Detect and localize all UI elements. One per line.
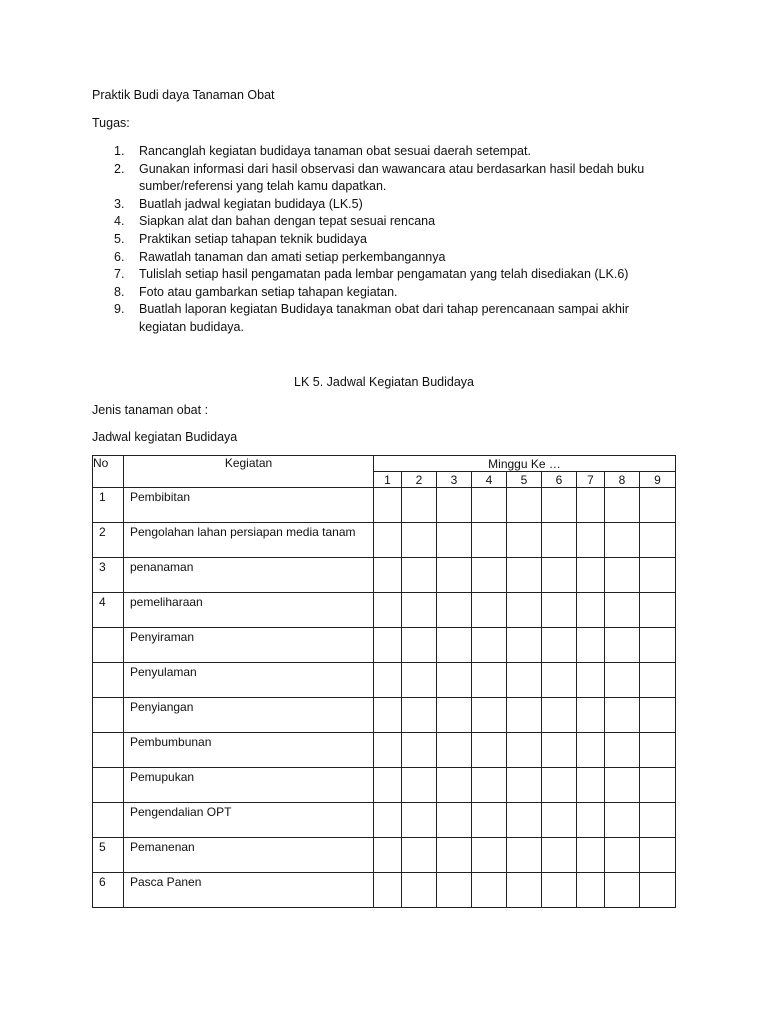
task-text: Gunakan informasi dari hasil observasi dan wawancara atau berdasarkan hasil bedah buku sumber/referensi yang telah kamu dapatkan. bbox=[139, 161, 645, 194]
week-cell bbox=[402, 803, 437, 838]
week-cell bbox=[640, 873, 676, 908]
week-cell bbox=[472, 733, 507, 768]
week-cell bbox=[507, 838, 542, 873]
task-item bbox=[92, 301, 672, 336]
week-cell bbox=[577, 733, 605, 768]
week-cell bbox=[577, 488, 605, 523]
week-cell bbox=[437, 873, 472, 908]
activity-name: Pengendalian OPT bbox=[124, 803, 374, 838]
row-number: 3 bbox=[93, 558, 124, 593]
week-cell bbox=[437, 593, 472, 628]
week-cell bbox=[507, 768, 542, 803]
week-cell bbox=[472, 803, 507, 838]
week-cell bbox=[542, 768, 577, 803]
week-cell bbox=[402, 593, 437, 628]
activity-name: Pembumbunan bbox=[124, 733, 374, 768]
task-number: 3. bbox=[114, 196, 125, 211]
row-number: 1 bbox=[93, 488, 124, 523]
week-cell bbox=[472, 593, 507, 628]
week-cell bbox=[577, 593, 605, 628]
week-cell bbox=[605, 873, 640, 908]
task-number: 2. bbox=[114, 161, 125, 176]
week-cell bbox=[605, 733, 640, 768]
week-cell bbox=[640, 488, 676, 523]
task-number: 5. bbox=[114, 231, 125, 246]
week-cell bbox=[577, 803, 605, 838]
week-cell bbox=[605, 698, 640, 733]
table-row bbox=[93, 523, 676, 558]
week-cell bbox=[374, 558, 402, 593]
week-cell bbox=[507, 488, 542, 523]
week-cell bbox=[605, 768, 640, 803]
header-kegiatan: Kegiatan bbox=[124, 456, 374, 488]
header-no: No bbox=[93, 456, 124, 488]
task-text: Rawatlah tanaman dan amati setiap perkembangannya bbox=[139, 249, 446, 264]
row-number: 5 bbox=[93, 838, 124, 873]
header-minggu: Minggu Ke … bbox=[374, 456, 676, 472]
week-number-header: 7 bbox=[577, 472, 605, 488]
week-cell bbox=[640, 768, 676, 803]
row-number bbox=[93, 663, 124, 698]
week-number-header: 2 bbox=[402, 472, 437, 488]
week-cell bbox=[542, 628, 577, 663]
schedule-table bbox=[92, 455, 676, 908]
week-cell bbox=[507, 593, 542, 628]
week-cell bbox=[605, 558, 640, 593]
week-cell bbox=[577, 663, 605, 698]
table-row bbox=[93, 733, 676, 768]
week-cell bbox=[374, 873, 402, 908]
week-cell bbox=[542, 873, 577, 908]
table-row bbox=[93, 873, 676, 908]
task-item bbox=[92, 249, 672, 267]
week-cell bbox=[472, 558, 507, 593]
tugas-label: Tugas: bbox=[92, 116, 130, 130]
week-cell bbox=[507, 733, 542, 768]
task-number: 4. bbox=[114, 214, 125, 229]
week-cell bbox=[437, 768, 472, 803]
week-cell bbox=[437, 663, 472, 698]
table-row bbox=[93, 558, 676, 593]
week-cell bbox=[437, 558, 472, 593]
week-number-header: 6 bbox=[542, 472, 577, 488]
week-cell bbox=[577, 523, 605, 558]
activity-name: Pengolahan lahan persiapan media tanam bbox=[124, 523, 374, 558]
lk-title: LK 5. Jadwal Kegiatan Budidaya bbox=[294, 375, 474, 389]
week-cell bbox=[640, 698, 676, 733]
week-cell bbox=[374, 838, 402, 873]
task-text: Siapkan alat dan bahan dengan tepat sesuai rencana bbox=[139, 214, 436, 229]
week-cell bbox=[605, 488, 640, 523]
activity-name: Pembibitan bbox=[124, 488, 374, 523]
task-number: 8. bbox=[114, 284, 125, 299]
task-list bbox=[92, 143, 672, 337]
week-cell bbox=[402, 523, 437, 558]
week-cell bbox=[605, 628, 640, 663]
table-row bbox=[93, 593, 676, 628]
task-number: 1. bbox=[114, 144, 125, 158]
week-cell bbox=[577, 838, 605, 873]
activity-name: Penyiangan bbox=[124, 698, 374, 733]
week-cell bbox=[577, 558, 605, 593]
week-number-header: 3 bbox=[437, 472, 472, 488]
week-cell bbox=[472, 523, 507, 558]
week-cell bbox=[374, 768, 402, 803]
week-cell bbox=[507, 558, 542, 593]
task-item bbox=[92, 266, 672, 284]
task-item bbox=[92, 161, 672, 196]
week-cell bbox=[437, 698, 472, 733]
row-number bbox=[93, 803, 124, 838]
week-number-header: 5 bbox=[507, 472, 542, 488]
row-number bbox=[93, 698, 124, 733]
task-item bbox=[92, 143, 672, 161]
week-cell bbox=[472, 873, 507, 908]
week-cell bbox=[437, 733, 472, 768]
task-item bbox=[92, 231, 672, 249]
week-cell bbox=[605, 593, 640, 628]
week-cell bbox=[374, 523, 402, 558]
task-item bbox=[92, 284, 672, 302]
week-cell bbox=[507, 523, 542, 558]
task-text: Rancanglah kegiatan budidaya tanaman obat sesuai daerah setempat. bbox=[139, 144, 531, 158]
week-cell bbox=[640, 523, 676, 558]
week-cell bbox=[577, 628, 605, 663]
week-number-header: 1 bbox=[374, 472, 402, 488]
table-header-row bbox=[93, 456, 676, 472]
week-cell bbox=[577, 873, 605, 908]
week-cell bbox=[542, 838, 577, 873]
task-number: 6. bbox=[114, 249, 125, 264]
row-number bbox=[93, 628, 124, 663]
week-cell bbox=[472, 488, 507, 523]
week-cell bbox=[605, 838, 640, 873]
row-number bbox=[93, 733, 124, 768]
week-cell bbox=[374, 593, 402, 628]
week-cell bbox=[542, 523, 577, 558]
table-row bbox=[93, 768, 676, 803]
week-cell bbox=[437, 523, 472, 558]
activity-name: Pasca Panen bbox=[124, 873, 374, 908]
task-text: Praktikan setiap tahapan teknik budidaya bbox=[139, 231, 367, 246]
week-cell bbox=[542, 593, 577, 628]
week-cell bbox=[402, 698, 437, 733]
week-cell bbox=[542, 733, 577, 768]
week-cell bbox=[374, 663, 402, 698]
week-cell bbox=[374, 488, 402, 523]
row-number bbox=[93, 768, 124, 803]
row-number: 6 bbox=[93, 873, 124, 908]
week-cell bbox=[402, 663, 437, 698]
task-text: Foto atau gambarkan setiap tahapan kegiatan. bbox=[139, 284, 398, 299]
jadwal-label: Jadwal kegiatan Budidaya bbox=[92, 430, 238, 444]
week-number-header: 9 bbox=[640, 472, 676, 488]
table-row bbox=[93, 488, 676, 523]
week-cell bbox=[472, 628, 507, 663]
activity-name: Penyulaman bbox=[124, 663, 374, 698]
week-cell bbox=[640, 663, 676, 698]
week-cell bbox=[374, 698, 402, 733]
week-cell bbox=[640, 558, 676, 593]
week-cell bbox=[374, 628, 402, 663]
task-text: Tulislah setiap hasil pengamatan pada lembar pengamatan yang telah disediakan (LK.6) bbox=[139, 267, 629, 282]
table-row bbox=[93, 838, 676, 873]
week-cell bbox=[437, 803, 472, 838]
task-text: Buatlah jadwal kegiatan budidaya (LK.5) bbox=[139, 196, 363, 211]
week-cell bbox=[402, 628, 437, 663]
row-number: 4 bbox=[93, 593, 124, 628]
week-cell bbox=[542, 698, 577, 733]
week-cell bbox=[640, 593, 676, 628]
week-cell bbox=[577, 698, 605, 733]
week-cell bbox=[472, 838, 507, 873]
task-item bbox=[92, 196, 672, 214]
week-cell bbox=[374, 733, 402, 768]
week-number-header: 4 bbox=[472, 472, 507, 488]
week-number-header: 8 bbox=[605, 472, 640, 488]
activity-name: Penyiraman bbox=[124, 628, 374, 663]
table-row bbox=[93, 628, 676, 663]
week-cell bbox=[507, 698, 542, 733]
week-cell bbox=[402, 733, 437, 768]
week-cell bbox=[402, 768, 437, 803]
week-cell bbox=[640, 733, 676, 768]
week-cell bbox=[374, 803, 402, 838]
row-number: 2 bbox=[93, 523, 124, 558]
week-cell bbox=[605, 663, 640, 698]
jenis-tanaman-label: Jenis tanaman obat : bbox=[92, 403, 209, 417]
week-cell bbox=[640, 628, 676, 663]
week-cell bbox=[542, 488, 577, 523]
week-cell bbox=[507, 803, 542, 838]
week-cell bbox=[472, 768, 507, 803]
week-cell bbox=[605, 523, 640, 558]
week-cell bbox=[640, 838, 676, 873]
task-number: 7. bbox=[114, 267, 125, 282]
document-title: Praktik Budi daya Tanaman Obat bbox=[92, 88, 275, 102]
week-cell bbox=[577, 768, 605, 803]
week-cell bbox=[402, 488, 437, 523]
week-cell bbox=[437, 488, 472, 523]
week-cell bbox=[542, 803, 577, 838]
week-cell bbox=[640, 803, 676, 838]
week-cell bbox=[507, 628, 542, 663]
week-cell bbox=[542, 558, 577, 593]
activity-name: penanaman bbox=[124, 558, 374, 593]
week-cell bbox=[507, 663, 542, 698]
table-row bbox=[93, 663, 676, 698]
week-cell bbox=[402, 558, 437, 593]
activity-name: Pemupukan bbox=[124, 768, 374, 803]
task-text: Buatlah laporan kegiatan Budidaya tanakman obat dari tahap perencanaan sampai akhir kegiatan budidaya. bbox=[139, 302, 629, 334]
week-cell bbox=[472, 663, 507, 698]
table-row bbox=[93, 698, 676, 733]
task-item bbox=[92, 213, 672, 231]
week-cell bbox=[605, 803, 640, 838]
task-number: 9. bbox=[114, 302, 125, 317]
week-cell bbox=[542, 663, 577, 698]
week-cell bbox=[437, 838, 472, 873]
week-cell bbox=[402, 838, 437, 873]
activity-name: pemeliharaan bbox=[124, 593, 374, 628]
week-cell bbox=[437, 628, 472, 663]
week-cell bbox=[402, 873, 437, 908]
week-cell bbox=[507, 873, 542, 908]
week-cell bbox=[472, 698, 507, 733]
activity-name: Pemanenan bbox=[124, 838, 374, 873]
table-row bbox=[93, 803, 676, 838]
